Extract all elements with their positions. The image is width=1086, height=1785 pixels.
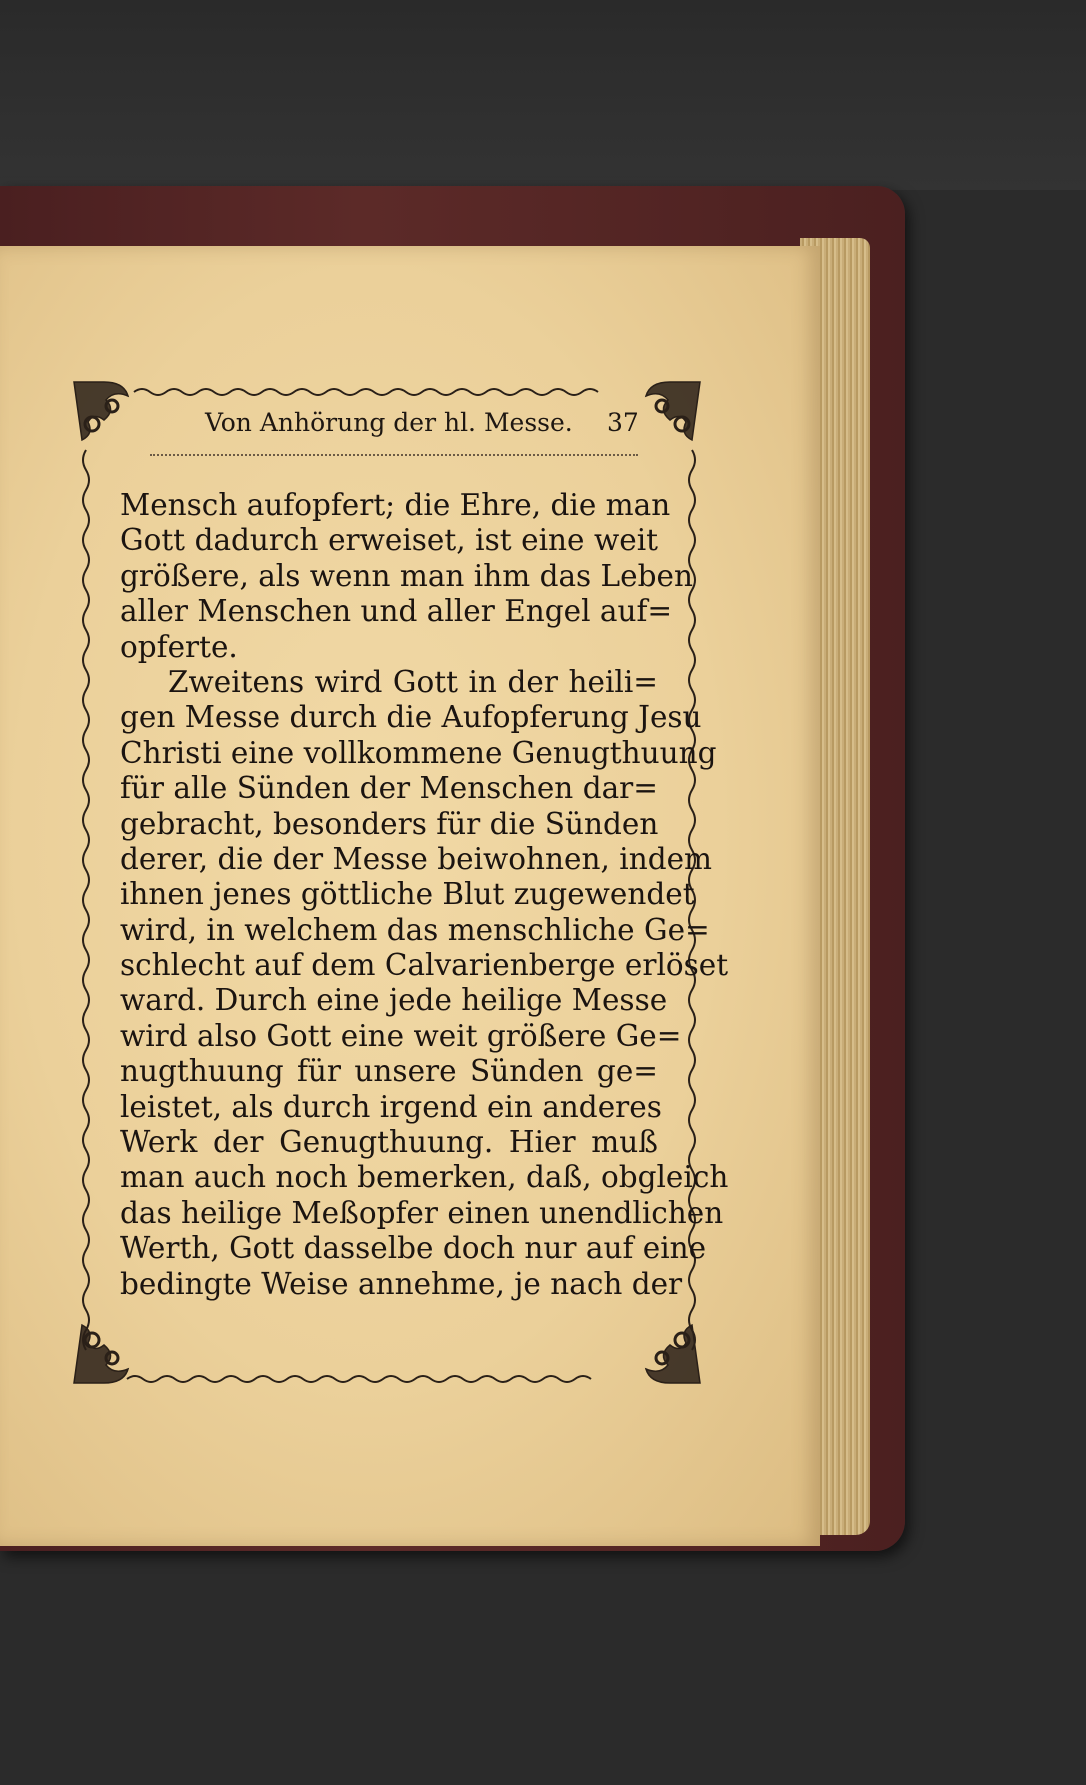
text-line: größere, als wenn man ihm das Leben bbox=[120, 558, 693, 593]
text-line: Mensch aufopfert; die Ehre, die man bbox=[120, 488, 671, 522]
text-line: gebracht, besonders für die Sünden bbox=[120, 806, 659, 841]
text-line: Christi eine vollkommene Genugthuung bbox=[120, 735, 717, 770]
text-line: Zweitens wird Gott in der heili= bbox=[168, 664, 658, 699]
text-line: wird also Gott eine weit größere Ge= bbox=[120, 1018, 682, 1053]
text-line: bedingte Weise annehme, je nach der bbox=[120, 1266, 683, 1301]
text-line: opferte. bbox=[120, 629, 238, 664]
text-line: das heilige Meßopfer einen unendlichen bbox=[120, 1195, 724, 1230]
text-line: für alle Sünden der Menschen dar= bbox=[120, 771, 658, 806]
header-title: Von Anhörung der hl. Messe. bbox=[205, 408, 573, 437]
text-line: leistet, als durch irgend ein anderes bbox=[120, 1089, 662, 1124]
header-rule bbox=[150, 454, 638, 456]
page-number: 37 bbox=[607, 408, 639, 437]
text-line: ward. Durch eine jede heilige Messe bbox=[120, 983, 668, 1018]
text-line: man auch noch bemerken, daß, obgleich bbox=[120, 1160, 729, 1195]
text-line: Werk der Genugthuung. Hier muß bbox=[120, 1125, 658, 1160]
text-line: wird, in welchem das menschliche Ge= bbox=[120, 912, 710, 947]
running-header bbox=[205, 408, 655, 448]
text-line: Werth, Gott dasselbe doch nur auf eine bbox=[120, 1231, 707, 1266]
background bbox=[0, 0, 1086, 190]
text-line: derer, die der Messe beiwohnen, indem bbox=[120, 841, 713, 876]
text-line: nugthuung für unsere Sünden ge= bbox=[120, 1054, 658, 1089]
text-line: gen Messe durch die Aufopferung Jesu bbox=[120, 700, 702, 735]
text-line: Gott dadurch erweiset, ist eine weit bbox=[120, 523, 658, 558]
text-line: aller Menschen und aller Engel auf= bbox=[120, 594, 673, 629]
body-text bbox=[120, 488, 729, 1302]
text-line: ihnen jenes göttliche Blut zugewendet bbox=[120, 877, 695, 912]
text-line: schlecht auf dem Calvarienberge erlöset bbox=[120, 948, 729, 983]
